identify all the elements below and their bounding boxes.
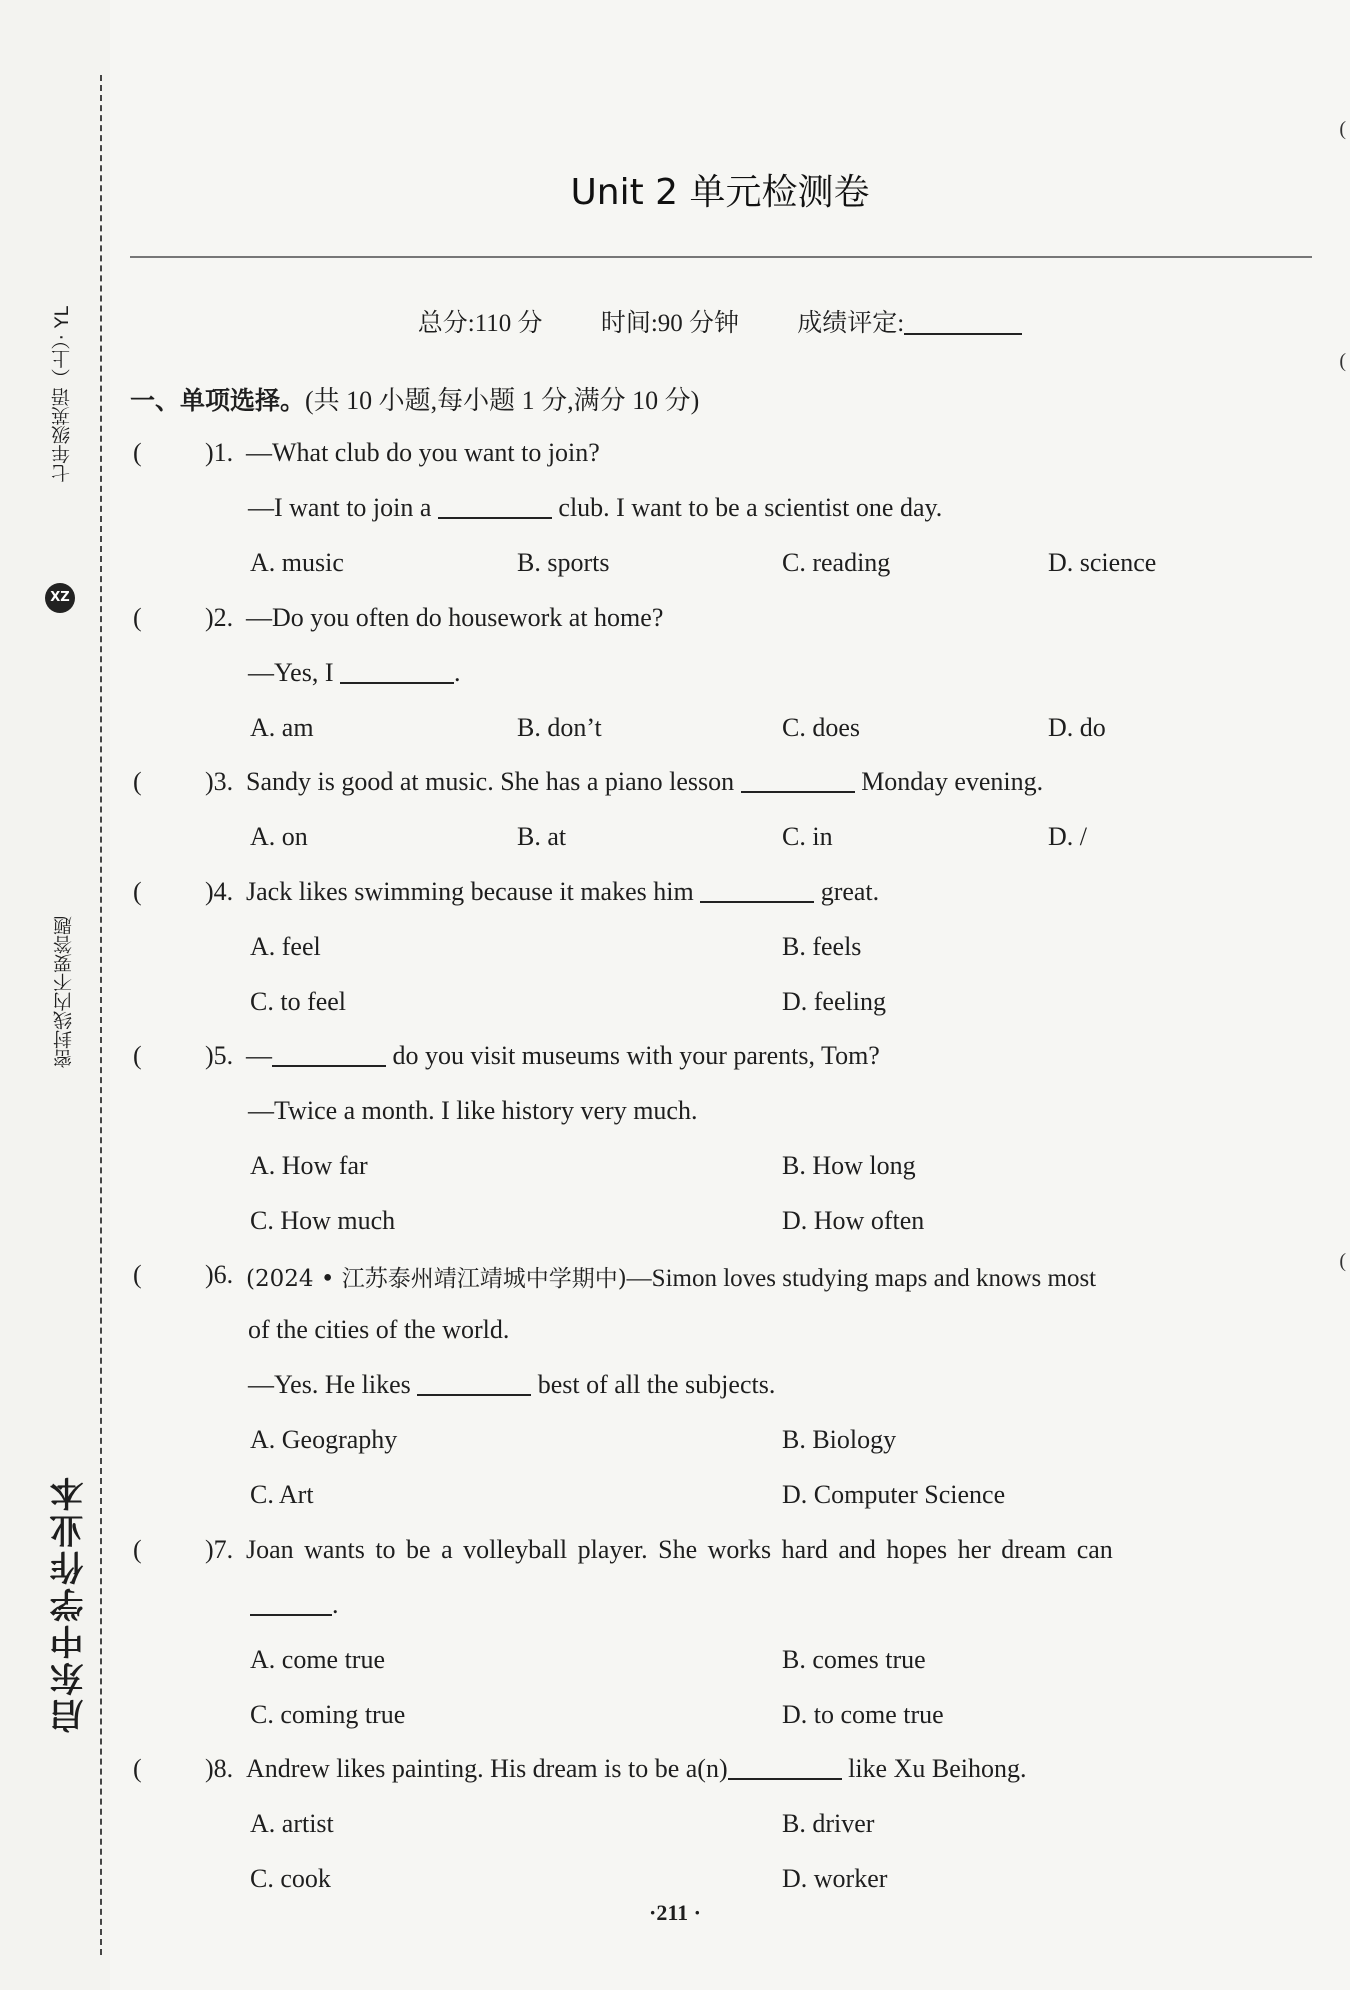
option[interactable]: C. cook xyxy=(250,1864,331,1893)
answer-blank[interactable] xyxy=(250,1614,332,1616)
answer-blank[interactable] xyxy=(438,517,552,519)
question-stem: —Yes. He likes best of all the subjects. xyxy=(248,1370,776,1399)
option[interactable]: C. coming true xyxy=(250,1700,406,1729)
option[interactable]: D. feeling xyxy=(782,987,886,1016)
time-limit: 时间:90 分钟 xyxy=(600,310,740,337)
grade-label: 七年级英语（上）· YL xyxy=(48,300,75,489)
option[interactable]: B. driver xyxy=(782,1809,875,1838)
section-label: 一、单项选择。 xyxy=(130,386,306,415)
question-stem: — do you visit museums with your parents, Tom? xyxy=(246,1041,880,1070)
answer-bracket[interactable]: ( xyxy=(133,603,142,632)
page-number: ·211 · xyxy=(649,1900,701,1925)
book-title: 启东中学作业本 xyxy=(45,1470,94,1737)
option[interactable]: B. How long xyxy=(782,1151,916,1180)
answer-bracket[interactable]: ( xyxy=(133,1260,142,1289)
option[interactable]: A. How far xyxy=(250,1151,368,1180)
option[interactable]: D. / xyxy=(1048,822,1087,851)
answer-blank[interactable] xyxy=(728,1778,842,1780)
option[interactable]: D. worker xyxy=(782,1864,888,1893)
option[interactable]: D. science xyxy=(1048,548,1157,577)
option[interactable]: D. to come true xyxy=(782,1700,944,1729)
question-stem: Sandy is good at music. She has a piano lesson Monday evening. xyxy=(246,767,1044,796)
option[interactable]: B. Biology xyxy=(782,1425,897,1454)
option[interactable]: A. come true xyxy=(250,1645,386,1674)
answer-bracket[interactable]: ( xyxy=(133,1754,142,1783)
question-stem: Jack likes swimming because it makes him great. xyxy=(246,877,880,906)
seal-line xyxy=(100,75,102,1955)
option[interactable]: B. comes true xyxy=(782,1645,926,1674)
score-blank[interactable] xyxy=(904,333,1022,335)
section-note: (共 10 小题,每小题 1 分,满分 10 分) xyxy=(305,386,700,415)
option[interactable]: C. Art xyxy=(250,1480,314,1509)
answer-blank[interactable] xyxy=(741,791,855,793)
question-stem: Joan wants to be a volleyball player. She works hard and hopes her dream can xyxy=(246,1535,1113,1564)
question-number: )4. xyxy=(205,877,234,906)
option[interactable]: C. How much xyxy=(250,1206,396,1235)
page-title: Unit 2 单元检测卷 xyxy=(570,172,870,213)
question-source: (2024 • 江苏泰州靖江靖城中学期中) xyxy=(246,1266,627,1292)
option[interactable]: B. at xyxy=(517,822,567,851)
answer-blank[interactable] xyxy=(700,901,814,903)
seal-warning: 密封线内不要答题 xyxy=(50,910,77,1074)
option[interactable]: A. feel xyxy=(250,932,321,961)
answer-bracket[interactable]: ( xyxy=(133,767,142,796)
option[interactable]: D. How often xyxy=(782,1206,925,1235)
question-stem: —Do you often do housework at home? xyxy=(246,603,664,632)
answer-blank[interactable] xyxy=(272,1065,386,1067)
option[interactable]: A. am xyxy=(250,713,314,742)
option[interactable]: D. Computer Science xyxy=(782,1480,1006,1509)
option[interactable]: C. in xyxy=(782,822,833,851)
question-stem: —What club do you want to join? xyxy=(246,438,600,467)
option[interactable]: A. on xyxy=(250,822,308,851)
option[interactable]: B. feels xyxy=(782,932,862,961)
option[interactable]: D. do xyxy=(1048,713,1106,742)
question-stem: . xyxy=(250,1590,339,1620)
question-stem: —Twice a month. I like history very much. xyxy=(248,1096,698,1125)
option[interactable]: B. sports xyxy=(517,548,610,577)
answer-blank[interactable] xyxy=(340,682,454,684)
question-stem: (2024 • 江苏泰州靖江靖城中学期中)—Simon loves studying maps and knows most xyxy=(246,1265,1097,1292)
option[interactable]: B. don’t xyxy=(517,713,602,742)
score-label: 成绩评定: xyxy=(797,310,905,337)
question-number: )8. xyxy=(205,1754,234,1783)
question-number: )3. xyxy=(205,767,234,796)
score-field xyxy=(797,310,1022,337)
total-score: 总分:110 分 xyxy=(417,310,543,337)
option[interactable]: C. to feel xyxy=(250,987,347,1016)
answer-bracket[interactable]: ( xyxy=(133,877,142,906)
publisher-logo-icon: XZ xyxy=(45,583,75,613)
question-stem: Andrew likes painting. His dream is to be a(n) like Xu Beihong. xyxy=(246,1754,1027,1783)
question-number: )5. xyxy=(205,1041,234,1070)
title-divider xyxy=(130,256,1312,258)
option[interactable]: A. Geography xyxy=(250,1425,398,1454)
question-number: )7. xyxy=(205,1535,234,1564)
question-stem: of the cities of the world. xyxy=(248,1315,510,1344)
answer-blank[interactable] xyxy=(417,1394,531,1396)
question-number: )1. xyxy=(205,438,234,467)
page-edge-marks: ( ( ( xyxy=(1339,118,1346,1272)
question-stem: —Yes, I . xyxy=(248,658,461,687)
option[interactable]: A. music xyxy=(250,548,344,577)
option[interactable]: A. artist xyxy=(250,1809,334,1838)
question-number: )6. xyxy=(205,1260,234,1289)
option[interactable]: C. does xyxy=(782,713,860,742)
option[interactable]: C. reading xyxy=(782,548,891,577)
question-number: )2. xyxy=(205,603,234,632)
exam-info xyxy=(130,303,1310,339)
answer-bracket[interactable]: ( xyxy=(133,1535,142,1564)
answer-bracket[interactable]: ( xyxy=(133,1041,142,1070)
section-heading xyxy=(130,380,699,417)
answer-bracket[interactable]: ( xyxy=(133,438,142,467)
question-stem: —I want to join a club. I want to be a scientist one day. xyxy=(248,493,943,522)
